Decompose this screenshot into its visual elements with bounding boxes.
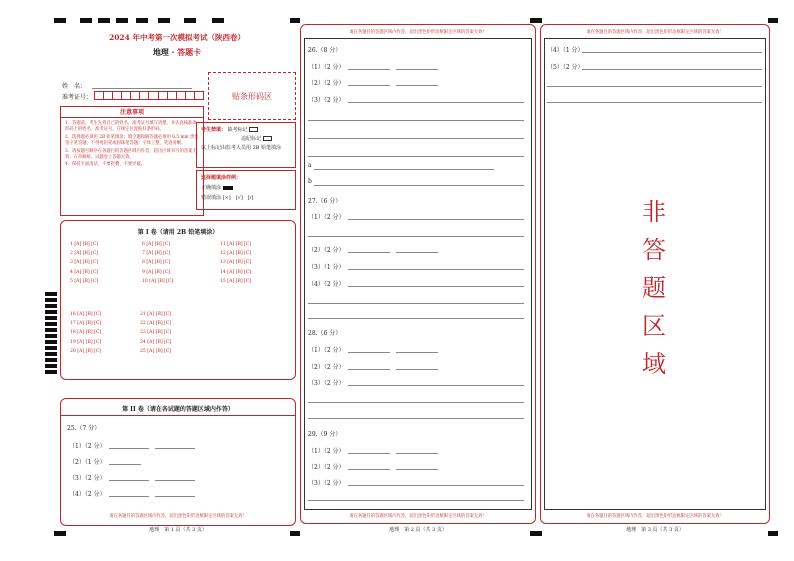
timing-mark [54,18,66,23]
bubble-row[interactable]: 17 [A] [B] [C] [70,321,102,327]
answer-line[interactable] [348,385,524,386]
page-footer: 地理 第 1 页（共 3 页） [149,527,207,533]
q27-part-2: （2）（2 分） [308,247,345,254]
q27-part-4: （4）（2 分） [308,281,345,288]
bubble-column[interactable] [70,310,101,356]
bubble-row[interactable]: 22 [A] [B] [C] [140,321,172,327]
bubble-row[interactable]: 2 [A] [B] [C] [70,251,99,257]
id-label: 准考证号： [62,94,93,101]
bubble-row[interactable]: 6 [A] [B] [C] [142,242,171,247]
answer-line[interactable] [348,453,390,454]
q26-part-3: （3）（2 分） [308,97,345,104]
timing-mark [158,18,170,23]
card-label: 答题卡 [177,47,202,57]
timing-mark [45,370,57,374]
question-25: 25.（7 分） [67,425,101,432]
q25-part-1: （1）（2 分） [69,443,106,450]
answer-line[interactable] [348,102,524,103]
id-field[interactable] [94,91,204,100]
timing-mark [530,18,542,23]
q29-part-3: （3）（2 分） [308,480,345,487]
non-answer-char: 区 [642,312,666,340]
answer-line[interactable] [396,369,438,370]
bubble-row[interactable]: 14 [A] [B] [C] [220,269,252,275]
q28-part-3: （3）（2 分） [308,380,345,387]
answer-line[interactable] [155,448,195,449]
timing-mark [45,352,57,356]
violation-checkbox[interactable] [263,136,272,141]
warning-text: 请在各题目的答题区域内作答，超出黑色矩形边框限定区域的答案无效！ [586,514,724,519]
bubble-column[interactable] [70,240,98,286]
answer-line[interactable] [396,85,438,86]
answer-line[interactable] [582,69,762,70]
notice-title: 注意事项 [61,107,203,118]
wrong-label: 错误填涂 [201,195,222,201]
bubble-row[interactable]: 8 [A] [B] [C] [142,260,171,266]
answer-line[interactable] [155,480,195,481]
subject-title [62,47,292,58]
page-title: 2024 年中考第一次模拟考试（陕西卷） [109,33,245,42]
bubble-row[interactable]: 18 [A] [B] [C] [70,330,102,336]
answer-line[interactable] [396,69,438,70]
answer-line[interactable] [308,303,524,304]
wrong-marks: [×] [√] [/] [222,195,254,201]
non-answer-area-text [634,193,674,383]
violation-label: 违纪标记 [241,136,262,142]
answer-line[interactable] [547,102,762,103]
subject-label: 地理 · [152,47,178,57]
warning-text: 请在各题目的答题区域内作答，超出黑色矩形边框限定区域的答案无效！ [349,514,487,519]
q26-part-2: （2）（2 分） [308,80,345,87]
answer-line[interactable] [308,138,524,139]
timing-mark [45,310,57,314]
q-part-4: （4）（1 分） [547,47,584,54]
timing-mark [116,18,128,23]
timing-mark [45,316,57,320]
answer-line[interactable] [348,485,524,486]
answer-line[interactable] [396,469,438,470]
timing-mark [80,18,92,23]
notice-item: 4．保持卡面清洁，不要折叠、不要弄破。 [65,162,146,168]
answer-line[interactable] [396,352,438,353]
barcode-area [208,72,296,120]
section-1-title: 第 I 卷（请用 2B 铅笔填涂） [137,229,219,236]
bubble-row[interactable]: 13 [A] [B] [C] [220,260,252,266]
timing-mark [45,334,57,338]
correct-label: 正确填涂 [201,185,222,191]
timing-mark [290,18,300,23]
q-part-5: （5）（2 分） [547,64,584,71]
question-26: 26.（8 分） [308,47,342,54]
non-answer-char: 答 [642,236,666,264]
label-a: a [308,162,312,169]
q25-part-4: （4）（2 分） [69,491,106,498]
q29-part-2: （2）（2 分） [308,464,345,471]
timing-mark [45,364,57,368]
bubble-row[interactable]: 24 [A] [B] [C] [140,339,172,345]
timing-mark [212,18,224,23]
notice-item: 2．选择题必须用 2B 铅笔填涂；填空题和解答题必须用 0.5 mm 黑色签字笔答题，不得用铅笔或圆珠笔答题；字体工整、笔迹清晰。 [65,134,199,147]
answer-line[interactable] [308,156,524,157]
inner-frame [304,38,532,510]
timing-mark [45,340,57,344]
label-b: b [308,178,312,185]
bubble-row[interactable]: 20 [A] [B] [C] [70,348,102,354]
bubble-row[interactable]: 1 [A] [B] [C] [70,242,99,247]
page-footer: 地理 第 3 页（共 3 页） [626,527,684,533]
bubble-row[interactable]: 21 [A] [B] [C] [140,312,172,317]
timing-mark [45,304,57,308]
section-2-title: 第 II 卷（请在各试题的答题区域内作答） [122,406,234,413]
bubble-column[interactable] [220,240,251,286]
bubble-row[interactable]: 9 [A] [B] [C] [142,269,171,275]
q28-part-2: （2）（2 分） [308,364,345,371]
status-note: 以上标记由监考人员用 2B 铅笔填涂 [201,145,282,151]
timing-mark [768,18,778,23]
status-label: 考生禁填： [201,127,227,133]
notice-item: 1．答题前，考生先将自己的姓名，准考证号填写清楚，并认真核准条形码上的姓名、准考证号，在规定位置贴好条形码。 [65,121,197,133]
bubble-row[interactable]: 19 [A] [B] [C] [70,339,102,345]
answer-line[interactable] [348,85,390,86]
section-2-box [60,398,296,526]
answer-line[interactable] [155,496,195,497]
non-answer-char: 题 [642,274,666,302]
answer-line[interactable] [348,369,390,370]
non-answer-char: 非 [642,198,666,226]
answer-line[interactable] [109,480,149,481]
answer-line[interactable] [348,219,524,220]
bubble-column[interactable] [140,310,171,356]
answer-line[interactable] [348,469,390,470]
name-field[interactable] [92,88,192,89]
bubble-row[interactable]: 4 [A] [B] [C] [70,269,99,275]
warning-text: 请在各题目的答题区域内作答，超出黑色矩形边框限定区域的答案无效！ [586,30,724,35]
q29-part-1: （1）（2 分） [308,448,345,455]
bubble-column[interactable] [142,240,173,286]
timing-mark [45,328,57,332]
answer-line[interactable] [314,169,494,170]
timing-mark [45,292,57,296]
q27-part-1: （1）（2 分） [308,214,345,221]
warning-text: 请在各题目的答题区域内作答，超出黑色矩形边框限定区域的答案无效！ [109,514,247,519]
bubble-row[interactable]: 12 [A] [B] [C] [220,251,252,257]
q26-part-1: （1）（2 分） [308,64,345,71]
timing-mark [45,358,57,362]
timing-mark [45,298,57,302]
answer-line[interactable] [308,500,524,501]
bubble-row[interactable]: 7 [A] [B] [C] [142,251,171,257]
answer-line[interactable] [547,86,762,87]
answer-line[interactable] [314,185,524,186]
page-footer: 地理 第 2 页（共 3 页） [389,527,447,533]
bubble-row[interactable]: 11 [A] [B] [C] [220,242,252,247]
barcode-label: 贴条形码区 [232,91,272,101]
q27-part-3: （3）（1 分） [308,264,345,271]
timing-mark [45,322,57,326]
question-28: 28.（6 分） [308,330,342,337]
status-box [196,122,296,168]
answer-line[interactable] [109,464,141,465]
answer-line[interactable] [396,453,438,454]
bubble-row[interactable]: 15 [A] [B] [C] [220,278,252,284]
answer-line[interactable] [308,236,524,237]
sample-title: 选择题填涂样例： [201,175,242,181]
question-29: 29.（9 分） [308,431,342,438]
answer-line[interactable] [348,269,524,270]
answer-line[interactable] [308,318,524,319]
answer-line[interactable] [308,120,524,121]
bubble-row[interactable]: 23 [A] [B] [C] [140,330,172,336]
bubble-row[interactable]: 3 [A] [B] [C] [70,260,99,266]
timing-mark [184,18,196,23]
q28-part-1: （1）（2 分） [308,347,345,354]
timing-mark [45,346,57,350]
warning-text: 请在各题目的答题区域内作答，超出黑色矩形边框限定区域的答案无效！ [349,30,487,35]
bubble-row[interactable]: 10 [A] [B] [C] [142,278,174,284]
q25-part-2: （2）（1 分） [69,459,106,466]
answer-line[interactable] [109,496,149,497]
bubble-row[interactable]: 5 [A] [B] [C] [70,278,99,284]
name-label: 姓 名： [62,83,87,90]
answer-line[interactable] [348,252,390,253]
absent-checkbox[interactable] [249,127,258,132]
notice-box [60,106,204,216]
correct-mark [223,186,233,190]
answer-line[interactable] [348,69,390,70]
answer-line[interactable] [308,418,524,419]
non-answer-char: 域 [642,350,666,378]
answer-line[interactable] [348,352,390,353]
absent-label: 缺考标记 [227,127,248,133]
answer-line[interactable] [308,402,524,403]
bubble-row[interactable]: 16 [A] [B] [C] [70,312,102,317]
sample-box [196,170,296,210]
bubble-row[interactable]: 25 [A] [B] [C] [140,348,172,354]
timing-mark [136,18,148,23]
timing-mark [98,18,110,23]
answer-line[interactable] [348,286,524,287]
answer-line[interactable] [396,252,438,253]
answer-line[interactable] [109,448,149,449]
q25-part-3: （3）（2 分） [69,475,106,482]
answer-line[interactable] [582,52,762,53]
notice-item: 3．请按题号顺序在各题目的答题区域内作答，超出区域书写的答案无效；在草稿纸、试题卷上答题无效。 [65,148,197,161]
question-27: 27.（6 分） [308,198,342,205]
